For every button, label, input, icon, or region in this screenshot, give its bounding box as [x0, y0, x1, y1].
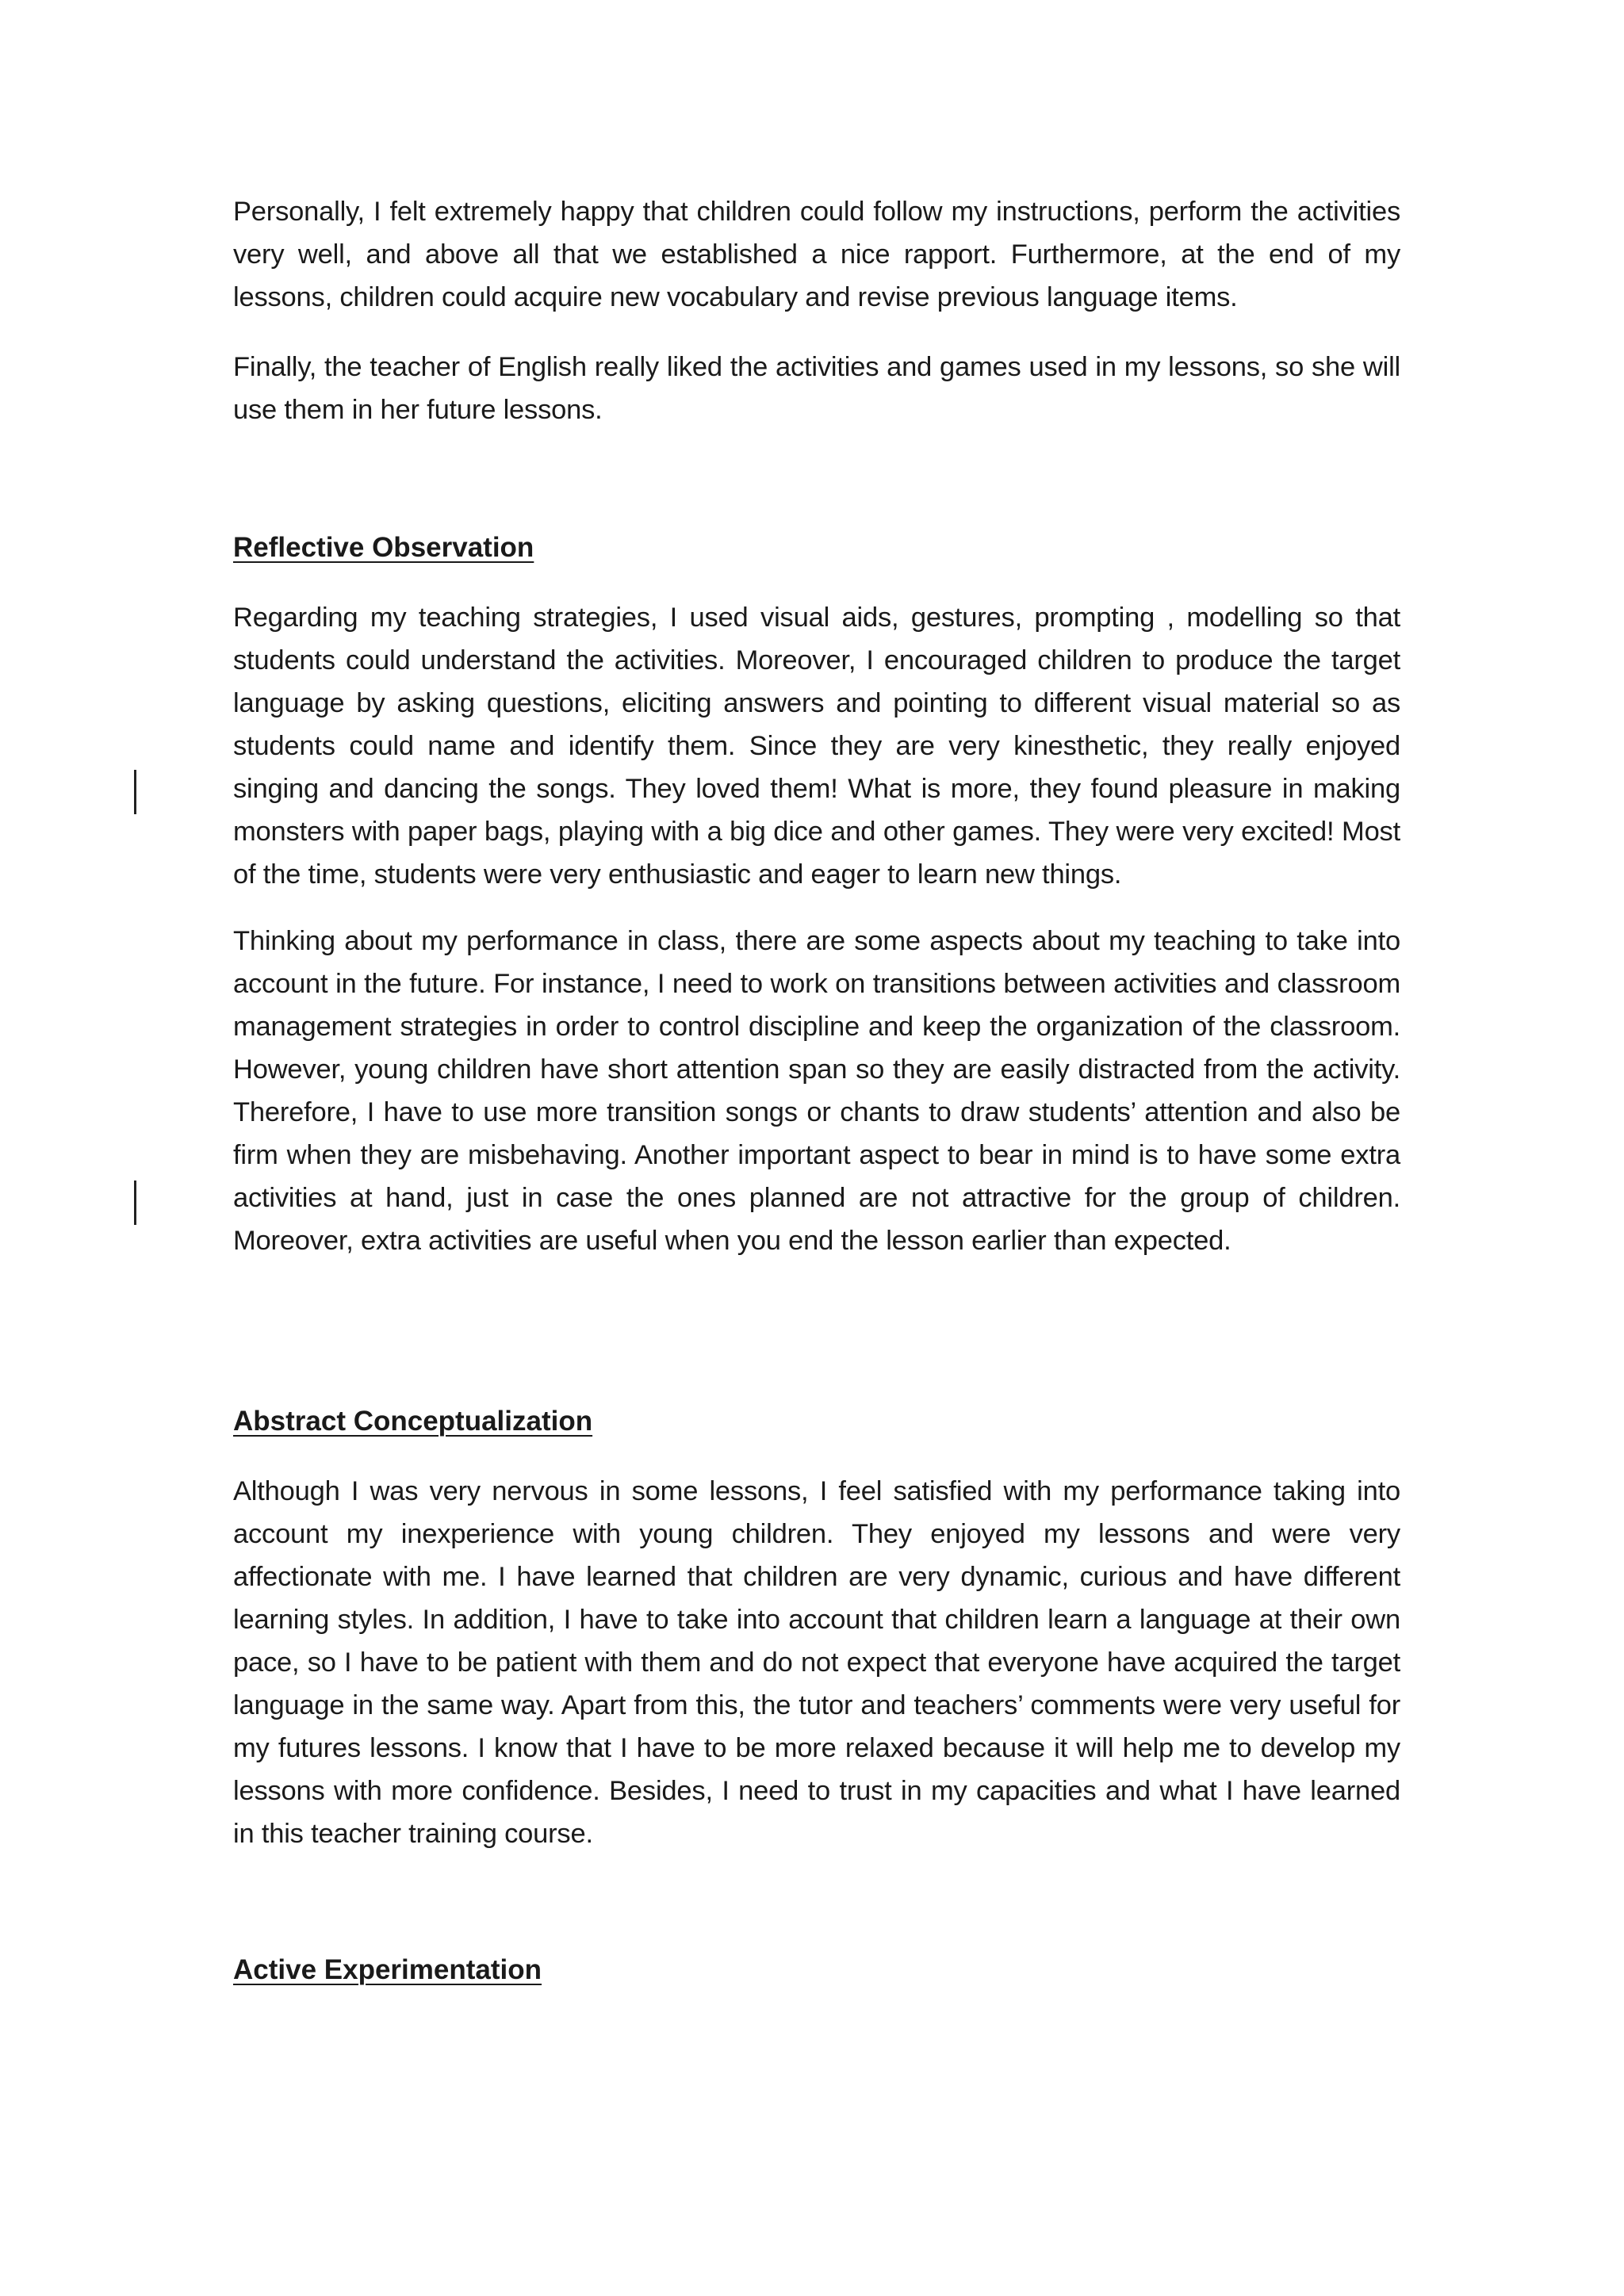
reflective-observation-paragraph-1: Regarding my teaching strategies, I used visual aids, gestures, prompting , modelling so that students could understand the activities. Moreover, I encouraged children to produce the target language by asking questions, eliciting answers and pointing to different visual material so as students could name and identify them. Since they are very kinesthetic, they really enjoyed singing and dancing the songs. They loved them! What is more, they found pleasure in making monsters with paper bags, playing with a big dice and other games. They were very excited! Most of the time, students were very enthusiastic and eager to learn new things.: [233, 603, 1400, 890]
intro-paragraph-2: Finally, the teacher of English really liked the activities and games used in my lessons, so she will use them in her future lessons.: [233, 352, 1400, 425]
active-experimentation-heading: Active Experimentation: [233, 1954, 542, 1985]
intro-paragraph-1: Personally, I felt extremely happy that children could follow my instructions, perform the activities very well, and above all that we established a nice rapport. Furthermore, at the end of my lessons, children could acquire new vocabulary and revise previous language items.: [233, 197, 1400, 312]
revision-change-bar: [134, 1181, 136, 1225]
revision-change-bar: [134, 770, 136, 814]
reflective-observation-heading: Reflective Observation: [233, 532, 534, 563]
abstract-conceptualization-heading: Abstract Conceptualization: [233, 1406, 593, 1437]
reflective-observation-paragraph-2: Thinking about my performance in class, there are some aspects about my teaching to take into account in the future. For instance, I need to work on transitions between activities and classroom management strategies in order to control discipline and keep the organization of the classroom. However, young children have short attention span so they are easily distracted from the activity. Therefore, I have to use more transition songs or chants to draw students’ attention and also be firm when they are misbehaving. Another important aspect to bear in mind is to have some extra activities at hand, just in case the ones planned are not attractive for the group of children. Moreover, extra activities are useful when you end the lesson earlier than expected.: [233, 926, 1400, 1256]
abstract-conceptualization-paragraph-1: Although I was very nervous in some lessons, I feel satisfied with my performance taking into account my inexperience with young children. They enjoyed my lessons and were very affectionate with me. I have learned that children are very dynamic, curious and have different learning styles. In addition, I have to take into account that children learn a language at their own pace, so I have to be patient with them and do not expect that everyone have acquired the target language in the same way. Apart from this, the tutor and teachers’ comments were very useful for my futures lessons. I know that I have to be more relaxed because it will help me to develop my lessons with more confidence. Besides, I need to trust in my capacities and what I have learned in this teacher training course.: [233, 1476, 1400, 1849]
